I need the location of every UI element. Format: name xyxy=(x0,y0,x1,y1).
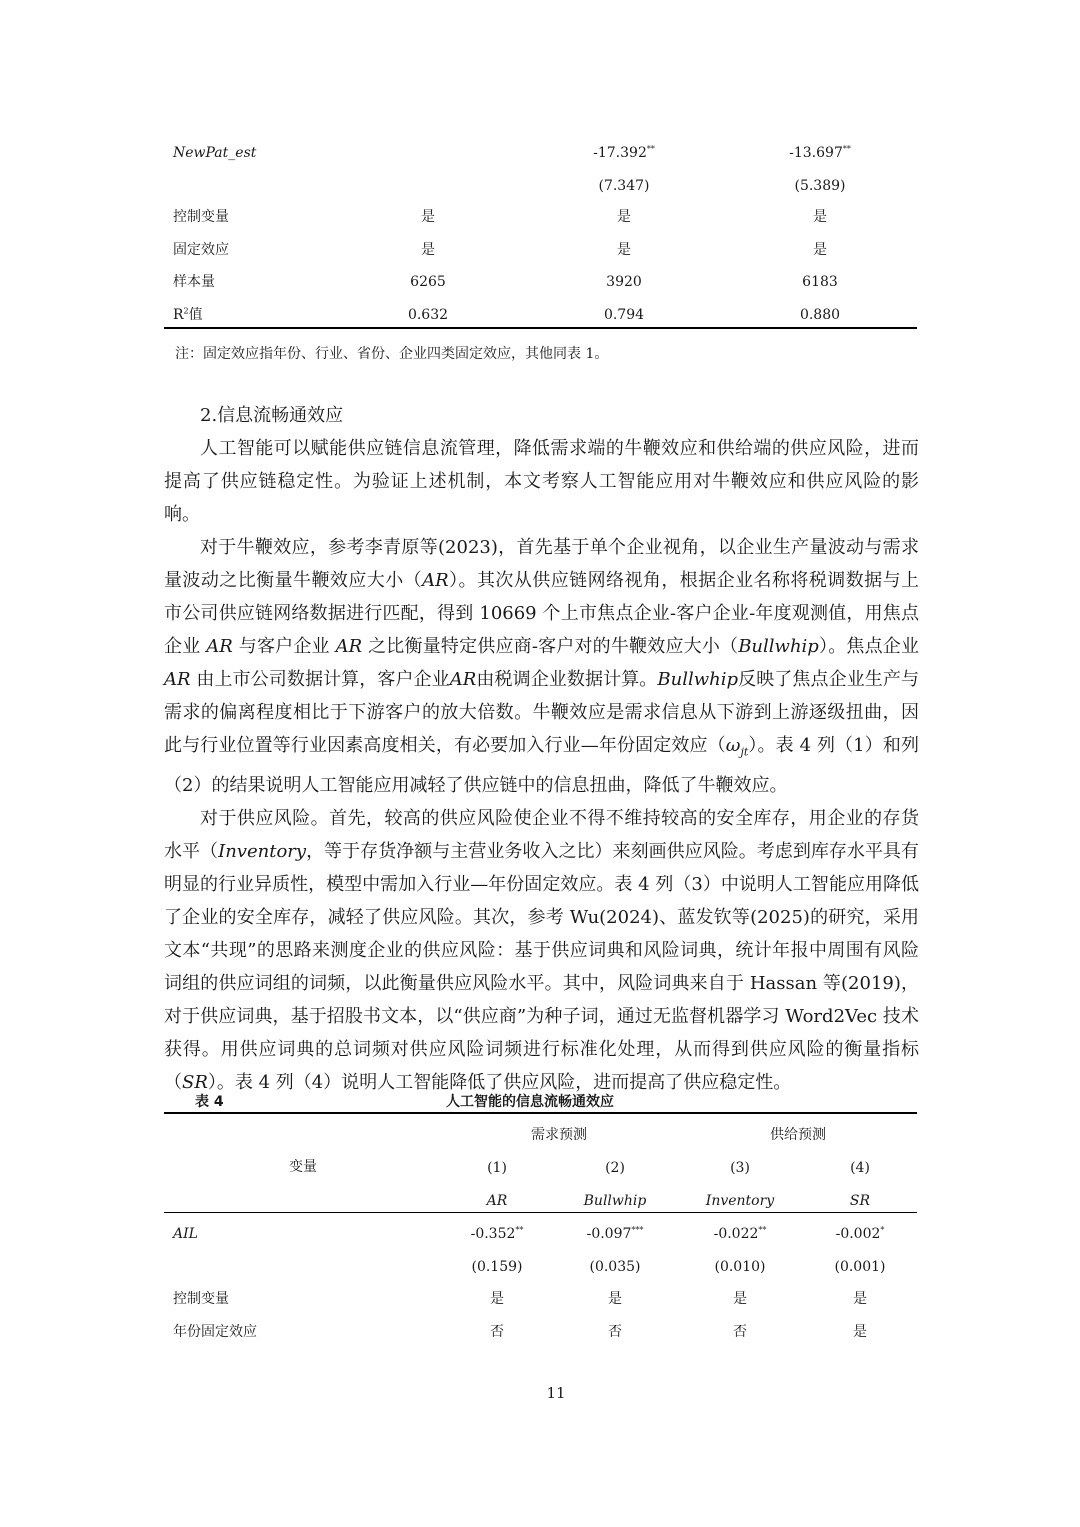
paragraph: 对于供应风险。首先，较高的供应风险使企业不得不维持较高的安全库存，用企业的存货水平（Inventory，等于存货净额与主营业务收入之比）来刻画供应风险。考虑到库存水平具有明显的行业异质性，模型中需加入行业—年份固定效应。表 4 列（3）中说明人工智能应用降低了企业的安全库存，减轻了供应风险。其次，参考 Wu(2024)、蓝发钦等(2025)的研究，采用文本“共现”的思路来测度企业的供应风险：基于供应词典和风险词典，统计年报中周围有风险词组的供应词组的词频，以此衡量供应风险水平。其中，风险词典来自于 Hassan 等(2019)，对于供应词典，基于招股书文本，以“供应商”为种子词，通过无监督机器学习 Word2Vec 技术获得。用供应词典的总词频对供应风险词频进行标准化处理，从而得到供应风险的衡量指标（SR）。表 4 列（4）说明人工智能降低了供应风险，进而提高了供应稳定性。 xyxy=(164,807,920,1093)
table-cell: 是 xyxy=(490,1291,504,1307)
table-cell: 0.632 xyxy=(407,307,449,323)
paragraph: 人工智能可以赋能供应链信息流管理，降低需求端的牛鞭效应和供给端的供应风险，进而提高了供应链稳定性。为验证上述机制，本文考察人工智能应用对牛鞭效应和供应风险的影响。 xyxy=(164,438,919,525)
table-cell: 是 xyxy=(608,1291,622,1307)
table-row-label: 控制变量 xyxy=(173,1291,229,1307)
table-cell: 是 xyxy=(617,242,631,258)
table-bottom-rule xyxy=(164,327,917,329)
table-cell: 6183 xyxy=(802,274,838,290)
table-cell: 是 xyxy=(421,209,435,225)
section-title: 2.信息流畅通效应 xyxy=(200,405,344,426)
table-cell: (0.010) xyxy=(714,1259,766,1275)
table-col-num: (4) xyxy=(850,1160,870,1176)
table-col-var: Inventory xyxy=(705,1193,775,1209)
table-top-rule xyxy=(164,1112,917,1114)
table-cell: -0.352** xyxy=(470,1225,524,1242)
table-label: 表 4 xyxy=(195,1094,224,1110)
table-cell: 是 xyxy=(813,242,827,258)
table-cell: -17.392** xyxy=(593,144,655,161)
table-group-header: 供给预测 xyxy=(770,1127,826,1143)
table-cell: 否 xyxy=(733,1324,747,1340)
table-cell: 否 xyxy=(608,1324,622,1340)
table-row-label: 控制变量 xyxy=(173,209,229,225)
table-cell: 是 xyxy=(733,1291,747,1307)
page-number: 11 xyxy=(546,1384,566,1402)
table-cell: 否 xyxy=(490,1324,504,1340)
table-cell: 0.880 xyxy=(799,307,841,323)
table-col-var: AR xyxy=(486,1193,508,1209)
table-cell: (0.035) xyxy=(589,1259,641,1275)
table-row-label: 年份固定效应 xyxy=(173,1324,257,1340)
table-cell: 是 xyxy=(617,209,631,225)
table-cell: 是 xyxy=(853,1291,867,1307)
table-row-label: 固定效应 xyxy=(173,242,229,258)
table-cell: -0.097*** xyxy=(586,1225,644,1242)
table-cell: (7.347) xyxy=(598,178,650,194)
table-col-num: (2) xyxy=(605,1160,625,1176)
table-cell: (0.159) xyxy=(471,1259,523,1275)
table-row-label: 样本量 xyxy=(173,274,215,290)
table-cell: 是 xyxy=(813,209,827,225)
table-cell: 3920 xyxy=(606,274,642,290)
table-cell: -0.002* xyxy=(835,1225,885,1242)
body-text xyxy=(164,432,919,1099)
table-var-header: 变量 xyxy=(289,1159,317,1175)
table-row-label: $R^2$值 xyxy=(173,306,203,323)
table-cell: 6265 xyxy=(410,274,446,290)
table-cell: 是 xyxy=(853,1324,867,1340)
table-cell: -13.697** xyxy=(789,144,851,161)
table-group-header: 需求预测 xyxy=(531,1127,587,1143)
table-row-label: AIL xyxy=(173,1226,198,1242)
table-row-label: NewPat_est xyxy=(173,145,257,161)
table-col-var: SR xyxy=(849,1193,871,1209)
table-cell: 0.794 xyxy=(603,307,645,323)
table-cell: -0.022** xyxy=(713,1225,767,1242)
table-col-num: (3) xyxy=(730,1160,750,1176)
table-cell: (5.389) xyxy=(794,178,846,194)
table-col-var: Bullwhip xyxy=(583,1193,647,1209)
table-title: 人工智能的信息流畅通效应 xyxy=(446,1094,614,1110)
paragraph: 对于牛鞭效应，参考李青原等(2023)，首先基于单个企业视角，以企业生产量波动与需求量波动之比衡量牛鞭效应大小（AR）。其次从供应链网络视角，根据企业名称将税调数据与上市公司供应链网络数据进行匹配，得到 10669 个上市焦点企业-客户企业-年度观测值，用焦点企业 AR 与客户企业 AR 之比衡量特定供应商-客户对的牛鞭效应大小（Bullwhip）。焦点企业 AR 由上市公司数据计算，客户企业AR由税调企业数据计算。Bullwhip反映了焦点企业生产与需求的偏离程度相比于下游客户的放大倍数。牛鞭效应是需求信息从下游到上游逐级扭曲，因此与行业位置等行业因素高度相关，有必要加入行业—年份固定效应$(\omega_{jt})$。表 4 列（1）和列（2）的结果说明人工智能应用减轻了供应链中的信息扭曲，降低了牛鞭效应。 xyxy=(164,537,920,796)
table-mid-rule xyxy=(164,1212,917,1213)
table-note: 注：固定效应指年份、行业、省份、企业四类固定效应，其他同表 1。 xyxy=(175,346,609,362)
table-cell: (0.001) xyxy=(834,1259,886,1275)
table-cell: 是 xyxy=(421,242,435,258)
table-col-num: (1) xyxy=(487,1160,507,1176)
